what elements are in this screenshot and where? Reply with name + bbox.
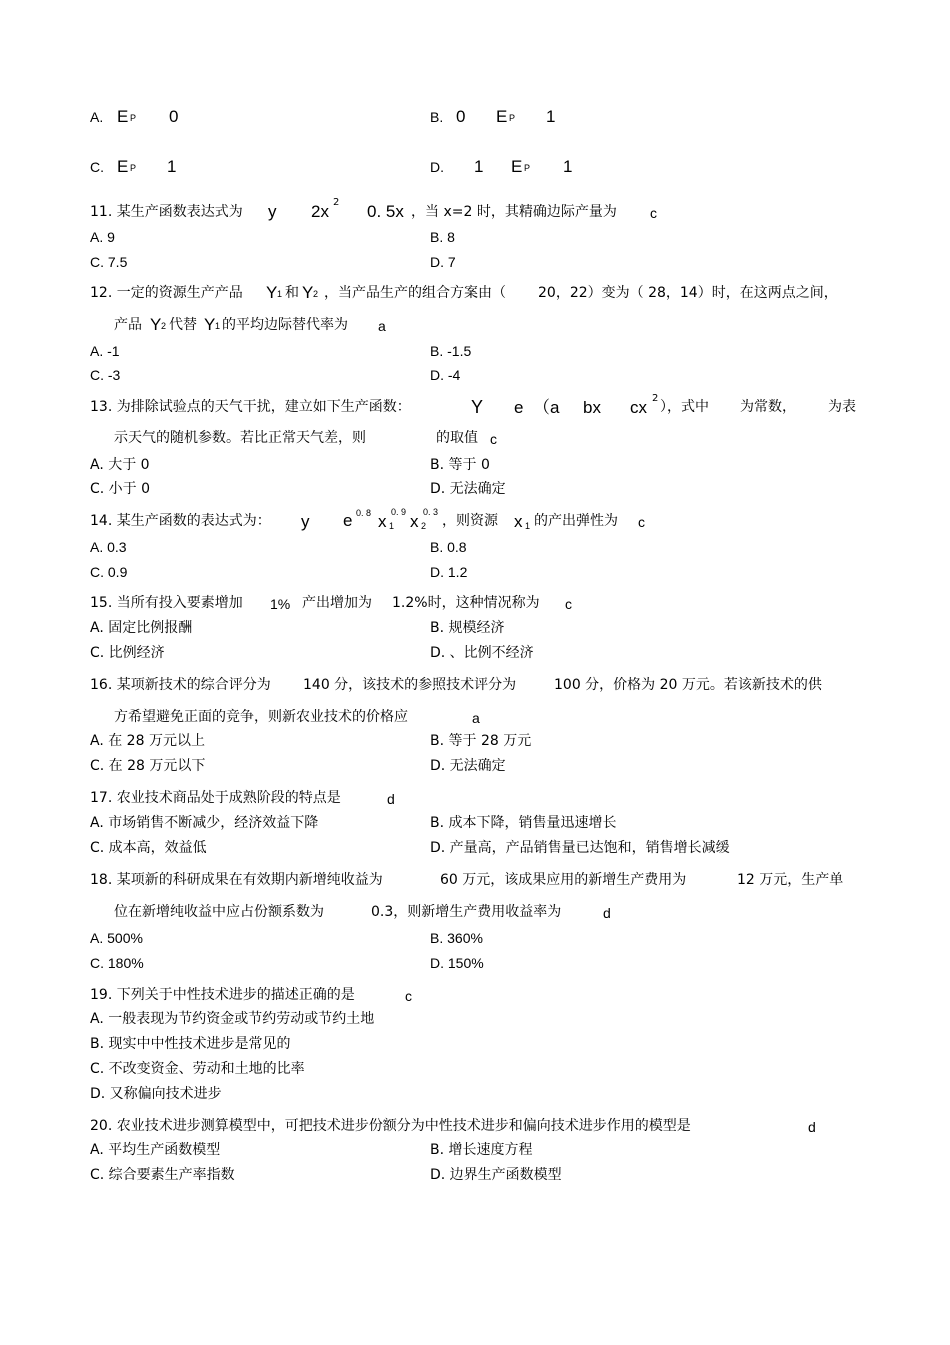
value: 1 [474,157,484,176]
option-d: D. -4 [430,367,461,383]
answer-key: c [405,988,412,1004]
subscript: 1 [215,321,221,331]
option-b: B. -1.5 [430,343,472,359]
question-stem-cont: 100 分，价格为 20 万元。若该新技术的供 [554,677,822,693]
question-line2: 0.3，则新增生产费用收益率为 [371,904,562,920]
formula-x1: x [514,512,523,531]
question-stem: 17. 农业技术商品处于成熟阶段的特点是 [90,790,341,806]
question-stem: 19. 下列关于中性技术进步的描述正确的是 [90,987,355,1003]
question-stem: 14. 某生产函数的表达式为： [90,513,271,529]
question-line2: 位在新增纯收益中应占份额系数为 [114,904,324,920]
option-a: A. 9 [90,229,115,245]
question-stem-cont: 1.2%时，这种情况称为 [392,595,540,611]
formula-term: 2x [311,202,329,221]
symbol-e: E [117,157,129,176]
formula-paren: （a [533,398,560,417]
question-line2: 方希望避免正面的竞争，则新农业技术的价格应 [114,709,408,725]
option-b: B. 增长速度方程 [430,1142,533,1158]
option-d: D. 又称偏向技术进步 [90,1086,222,1102]
option-b: B. 360% [430,930,483,946]
formula-superscript: 2 [652,393,659,404]
value: 1 [563,157,573,176]
question-stem-cont: 1% [270,596,291,612]
formula-y2: Y [302,283,314,302]
option-c: C. 比例经济 [90,645,165,661]
symbol-p-subscript: P [130,113,137,123]
option-d: D. 无法确定 [430,481,506,497]
option-b: B. 0.8 [430,539,467,555]
symbol-p-subscript: P [524,163,531,173]
option-a: A. -1 [90,343,120,359]
option-letter: A. [90,109,104,125]
option-a: A. 固定比例报酬 [90,620,193,636]
subscript: 2 [161,321,167,331]
value: 0 [456,107,466,126]
option-b: B. 等于 28 万元 [430,733,532,749]
option-a: A. 500% [90,930,143,946]
question-stem-cont: 为表 [828,399,856,415]
question-stem: 12. 一定的资源生产产品 [90,285,243,301]
option-d: D. 产量高，产品销售量已达饱和，销售增长减缓 [430,840,730,856]
value: 1 [167,157,177,176]
option-letter: B. [430,109,444,125]
question-stem: 20. 农业技术进步测算模型中，可把技术进步份额分为中性技术进步和偏向技术进步作用的模型是 [90,1118,691,1134]
option-d: D. 、比例不经济 [430,645,534,661]
question-line2: 的取值 [436,430,478,446]
symbol-e: E [117,107,129,126]
formula-e: e [514,398,524,417]
question-line2: 产品 [114,317,142,333]
question-stem-cont: 为常数， [740,399,796,415]
question-line2: 的平均边际替代率为 [222,317,348,333]
answer-key: a [472,710,480,726]
option-letter: C. [90,159,104,175]
answer-key: d [808,1119,816,1135]
answer-key: c [638,514,645,530]
question-stem: 18. 某项新的科研成果在有效期内新增纯收益为 [90,872,383,888]
subscript: 2 [313,289,319,299]
formula-superscript: 0. 3 [423,507,439,517]
option-c: C. -3 [90,367,121,383]
formula-superscript: 0. 9 [391,507,407,517]
option-d: D. 边界生产函数模型 [430,1167,562,1183]
question-stem: 16. 某项新技术的综合评分为 [90,677,271,693]
option-b: B. 现实中中性技术进步是常见的 [90,1036,291,1052]
answer-key: d [603,905,611,921]
conjunction: 和 [285,285,299,301]
option-b: B. 8 [430,229,455,245]
formula-superscript: 2 [333,197,340,208]
question-stem-cont: ，当产品生产的组合方案由（ [324,285,506,301]
formula-superscript: 0. 8 [356,508,372,518]
subscript: 1 [389,521,395,531]
option-c: C. 综合要素生产率指数 [90,1167,235,1183]
question-stem: 15. 当所有投入要素增加 [90,595,243,611]
option-c: C. 180% [90,955,144,971]
question-stem-cont: 60 万元，该成果应用的新增生产费用为 [440,872,687,888]
formula-y: y [268,202,277,221]
formula-y2: Y [150,315,162,334]
option-a: A. 平均生产函数模型 [90,1142,221,1158]
option-b: B. 规模经济 [430,620,505,636]
question-stem-cont: ），式中 [660,399,709,415]
value: 1 [546,107,556,126]
answer-key: c [565,596,572,612]
option-b: B. 等于 0 [430,457,490,473]
symbol-e: E [511,157,523,176]
formula-y: y [301,512,310,531]
option-c: C. 成本高，效益低 [90,840,207,856]
question-stem-cont: ，则资源 [442,513,498,529]
answer-key: c [650,205,657,221]
formula-e: e [343,511,353,530]
answer-key: d [387,791,395,807]
formula-y1: Y [266,283,278,302]
question-stem-cont: ，当 x=2 时，其精确边际产量为 [411,204,617,220]
option-d: D. 150% [430,955,484,971]
option-letter: D. [430,159,444,175]
question-stem: 13. 为排除试验点的天气干扰，建立如下生产函数： [90,399,411,415]
option-a: A. 0.3 [90,539,127,555]
option-d: D. 7 [430,254,456,270]
question-stem: 11. 某生产函数表达式为 [90,204,243,220]
subscript: 1 [525,521,531,531]
option-c: C. 在 28 万元以下 [90,758,206,774]
question-stem-cont: 产出增加为 [302,595,372,611]
option-c: C. 小于 0 [90,481,151,497]
formula-x1: x [378,512,387,531]
question-line2: 代替 [169,317,197,333]
answer-key: a [378,318,386,334]
option-a: A. 大于 0 [90,457,150,473]
value: 0 [169,107,179,126]
subscript: 1 [277,289,283,299]
question-line2: 示天气的随机参数。若比正常天气差，则 [114,430,366,446]
option-d: D. 无法确定 [430,758,506,774]
symbol-p-subscript: P [509,113,516,123]
formula-y1: Y [204,315,216,334]
question-stem-cont: 20，22）变为（ 28，14）时，在这两点之间， [538,285,838,301]
option-c: C. 不改变资金、劳动和土地的比率 [90,1061,305,1077]
question-stem-cont: 的产出弹性为 [534,513,618,529]
option-a: A. 市场销售不断减少，经济效益下降 [90,815,319,831]
formula-term: cx [630,398,647,417]
question-stem-cont: 12 万元，生产单 [737,872,844,888]
option-d: D. 1.2 [430,564,468,580]
symbol-e: E [496,107,508,126]
answer-key: c [490,431,497,447]
formula-term: bx [583,398,601,417]
formula-term: 0. 5x [367,202,404,221]
question-stem-cont: 140 分，该技术的参照技术评分为 [303,677,517,693]
option-a: A. 在 28 万元以上 [90,733,205,749]
formula-Y: Y [471,397,484,417]
subscript: 2 [421,521,427,531]
option-c: C. 7.5 [90,254,128,270]
option-b: B. 成本下降，销售量迅速增长 [430,815,617,831]
symbol-p-subscript: P [130,163,137,173]
option-a: A. 一般表现为节约资金或节约劳动或节约土地 [90,1011,375,1027]
option-c: C. 0.9 [90,564,128,580]
formula-x2: x [410,512,419,531]
